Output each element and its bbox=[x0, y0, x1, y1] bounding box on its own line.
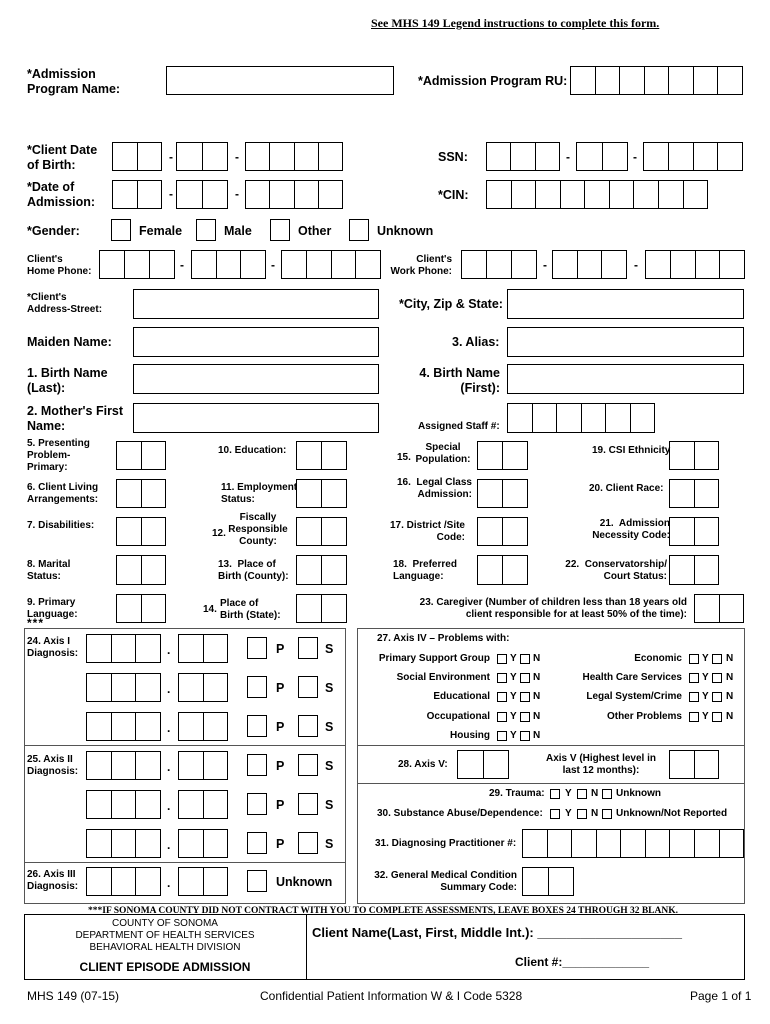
diag-practitioner-input[interactable] bbox=[522, 829, 744, 858]
n-label: N bbox=[726, 691, 734, 702]
axis1-dx3-decimal[interactable] bbox=[178, 712, 228, 741]
dob-day-input[interactable] bbox=[176, 142, 228, 171]
y-label: Y bbox=[510, 730, 517, 741]
field-19-label: 19. CSI Ethnicity bbox=[592, 445, 671, 456]
gender-male-checkbox[interactable] bbox=[196, 219, 216, 241]
home-phone-prefix-input[interactable] bbox=[191, 250, 266, 279]
axis2-dx1-s-checkbox[interactable] bbox=[298, 754, 318, 776]
admission-program-ru-input[interactable] bbox=[570, 66, 743, 95]
field-8-label: 8. Marital Status: bbox=[27, 559, 71, 582]
axis2-dx1-s-label: S bbox=[325, 759, 334, 773]
axis4-other: Other Problems bbox=[606, 711, 682, 722]
axis1-dx1-s-checkbox[interactable] bbox=[298, 637, 318, 659]
field-18-input[interactable] bbox=[477, 555, 528, 585]
axis3-unknown-label: Unknown bbox=[276, 875, 333, 889]
axis1-dx2-p-checkbox[interactable] bbox=[247, 676, 267, 698]
field-5-input[interactable] bbox=[116, 441, 166, 470]
field-15-number: 15. bbox=[397, 452, 411, 463]
gender-other-label: Other bbox=[298, 224, 332, 238]
agency-line3: BEHAVIORAL HEALTH DIVISION bbox=[89, 942, 241, 953]
axis1-dx2-code[interactable] bbox=[86, 673, 161, 702]
admission-year-input[interactable] bbox=[245, 180, 343, 209]
diag-practitioner-label: 31. Diagnosing Practitioner #: bbox=[375, 838, 517, 849]
field-13-input[interactable] bbox=[296, 555, 347, 585]
field-20-label: 20. Client Race: bbox=[589, 483, 664, 494]
maiden-name-input[interactable] bbox=[133, 327, 379, 357]
date-admission-label: *Date of Admission: bbox=[27, 180, 96, 209]
work-phone-prefix-input[interactable] bbox=[552, 250, 627, 279]
axis2-dx3-p-label: P bbox=[276, 837, 285, 851]
city-zip-state-label: *City, Zip & State: bbox=[399, 297, 503, 311]
substance-label: 30. Substance Abuse/Dependence: bbox=[377, 808, 543, 819]
gender-label: *Gender: bbox=[27, 224, 80, 238]
axis4-social-n-checkbox[interactable] bbox=[520, 673, 530, 683]
y-label: Y bbox=[510, 672, 517, 683]
dob-month-input[interactable] bbox=[112, 142, 162, 171]
field-14-number: 14. bbox=[203, 604, 217, 615]
n-label: N bbox=[533, 672, 541, 683]
axis4-legal: Legal System/Crime bbox=[586, 691, 682, 702]
y-label: Y bbox=[510, 653, 517, 664]
field-15-label: Special Population: bbox=[415, 442, 471, 465]
work-phone-area-input[interactable] bbox=[461, 250, 537, 279]
axis1-dx3-p-label: P bbox=[276, 720, 285, 734]
axis2-dx1-p-checkbox[interactable] bbox=[247, 754, 267, 776]
birth-name-last-input[interactable] bbox=[133, 364, 379, 394]
trauma-y-checkbox[interactable] bbox=[550, 789, 560, 799]
axis2-dx3-p-checkbox[interactable] bbox=[247, 832, 267, 854]
dob-year-input[interactable] bbox=[245, 142, 343, 171]
n-label: N bbox=[533, 653, 541, 664]
assigned-staff-label: Assigned Staff #: bbox=[418, 421, 500, 432]
axis2-label: 25. Axis II Diagnosis: bbox=[27, 754, 79, 777]
field-22-input[interactable] bbox=[669, 555, 719, 585]
axis4-occupational-y-checkbox[interactable] bbox=[497, 712, 507, 722]
axis2-dx1-code[interactable] bbox=[86, 751, 161, 780]
admission-month-input[interactable] bbox=[112, 180, 162, 209]
alias-label: 3. Alias: bbox=[452, 335, 500, 349]
y-label: Y bbox=[565, 788, 572, 799]
axis2-dx3-s-label: S bbox=[325, 837, 334, 851]
y-label: Y bbox=[702, 691, 709, 702]
axis1-label: 24. Axis I Diagnosis: bbox=[27, 636, 79, 659]
axis2-dx2-s-label: S bbox=[325, 798, 334, 812]
gender-male-label: Male bbox=[224, 224, 252, 238]
home-phone-area-input[interactable] bbox=[99, 250, 175, 279]
axis4-health-care: Health Care Services bbox=[582, 672, 682, 683]
gender-unknown-checkbox[interactable] bbox=[349, 219, 369, 241]
field-10-input[interactable] bbox=[296, 441, 347, 470]
field-14-input[interactable] bbox=[296, 594, 347, 623]
axis1-dx1-p-checkbox[interactable] bbox=[247, 637, 267, 659]
field-17-input[interactable] bbox=[477, 517, 528, 546]
client-name-field[interactable]: Client Name(Last, First, Middle Int.): ____________________ bbox=[312, 925, 682, 940]
axis4-primary-support: Primary Support Group bbox=[378, 653, 490, 664]
y-label: Y bbox=[565, 808, 572, 819]
axis4-educational: Educational bbox=[433, 691, 490, 702]
field-19-input[interactable] bbox=[669, 441, 719, 470]
axis1-dx2-s-label: S bbox=[325, 681, 334, 695]
axis4-title: 27. Axis IV – Problems with: bbox=[377, 633, 510, 644]
field-9-label: 9. Primary Language: bbox=[27, 597, 78, 620]
trauma-label: 29. Trauma: bbox=[489, 788, 545, 799]
axis4-legal-y-checkbox[interactable] bbox=[689, 692, 699, 702]
field-22-label: 22. Conservatorship/ Court Status: bbox=[565, 559, 667, 582]
axis4-educational-y-checkbox[interactable] bbox=[497, 692, 507, 702]
axis4-occupational: Occupational bbox=[426, 711, 490, 722]
y-label: Y bbox=[510, 711, 517, 722]
gender-unknown-label: Unknown bbox=[377, 224, 434, 238]
axis5-label: 28. Axis V: bbox=[398, 759, 448, 770]
axis2-dx2-p-checkbox[interactable] bbox=[247, 793, 267, 815]
field-23-label: 23. Caregiver (Number of children less than 18 years old client responsible for at least 50% of the time): bbox=[419, 597, 687, 620]
field-10-label: 10. Education: bbox=[218, 445, 287, 456]
admission-program-ru-label: *Admission Program RU: bbox=[418, 74, 568, 88]
gender-female-label: Female bbox=[139, 224, 183, 238]
client-number-field[interactable]: Client #:_____________ bbox=[515, 955, 650, 969]
home-phone-line-input[interactable] bbox=[281, 250, 381, 279]
field-17-label: 17. District /Site Code: bbox=[389, 520, 465, 543]
axis2-dx3-decimal[interactable] bbox=[178, 829, 228, 858]
y-label: Y bbox=[702, 672, 709, 683]
axis1-dx3-code[interactable] bbox=[86, 712, 161, 741]
field-7-input[interactable] bbox=[116, 517, 166, 546]
axis4-occupational-n-checkbox[interactable] bbox=[520, 712, 530, 722]
axis4-other-y-checkbox[interactable] bbox=[689, 712, 699, 722]
field-11-input[interactable] bbox=[296, 479, 347, 508]
mothers-first-name-input[interactable] bbox=[133, 403, 379, 433]
field-16-label: 16. Legal Class Admission: bbox=[396, 477, 472, 500]
axis2-dx2-s-checkbox[interactable] bbox=[298, 793, 318, 815]
ssn-part3-input[interactable] bbox=[643, 142, 743, 171]
trauma-unknown-label: Unknown bbox=[616, 788, 661, 799]
axis4-economic-n-checkbox[interactable] bbox=[712, 654, 722, 664]
field-21-label: 21. Admission Necessity Code: bbox=[592, 518, 670, 541]
axis2-dx3-code[interactable] bbox=[86, 829, 161, 858]
alias-input[interactable] bbox=[507, 327, 744, 357]
axis3-decimal[interactable] bbox=[178, 867, 228, 896]
axis1-dx2-decimal[interactable] bbox=[178, 673, 228, 702]
work-phone-line-input[interactable] bbox=[645, 250, 745, 279]
field-13-label: 13. Place of Birth (County): bbox=[218, 559, 289, 582]
work-phone-label: Client's Work Phone: bbox=[390, 254, 452, 277]
birth-name-first-label: 4. Birth Name (First): bbox=[419, 366, 500, 395]
field-23-input[interactable] bbox=[694, 594, 744, 623]
field-9-input[interactable] bbox=[116, 594, 166, 623]
field-16-input[interactable] bbox=[477, 479, 528, 508]
birth-name-first-input[interactable] bbox=[507, 364, 744, 394]
axis1-dx2-s-checkbox[interactable] bbox=[298, 676, 318, 698]
field-9-stars: *** bbox=[27, 616, 45, 630]
axis1-dx2-p-label: P bbox=[276, 681, 285, 695]
form-title: CLIENT EPISODE ADMISSION bbox=[79, 960, 251, 974]
trauma-n-checkbox[interactable] bbox=[577, 789, 587, 799]
gender-female-checkbox[interactable] bbox=[111, 219, 131, 241]
n-label: N bbox=[533, 730, 541, 741]
axis4-social-y-checkbox[interactable] bbox=[497, 673, 507, 683]
axis4-other-n-checkbox[interactable] bbox=[712, 712, 722, 722]
axis3-unknown-checkbox[interactable] bbox=[247, 870, 267, 892]
agency-line2: DEPARTMENT OF HEALTH SERVICES bbox=[75, 930, 255, 941]
substance-n-checkbox[interactable] bbox=[577, 809, 587, 819]
cin-input[interactable] bbox=[486, 180, 708, 209]
n-label: N bbox=[726, 711, 734, 722]
axis4-educational-n-checkbox[interactable] bbox=[520, 692, 530, 702]
trauma-unknown-checkbox[interactable] bbox=[602, 789, 612, 799]
axis4-economic-y-checkbox[interactable] bbox=[689, 654, 699, 664]
ssn-part2-input[interactable] bbox=[576, 142, 628, 171]
n-label: N bbox=[726, 672, 734, 683]
axis3-label: 26. Axis III Diagnosis: bbox=[27, 869, 79, 892]
axis5-high-input[interactable] bbox=[669, 750, 719, 779]
confidential-notice: Confidential Patient Information W & I Code 5328 bbox=[260, 989, 523, 1003]
axis2-dx2-decimal[interactable] bbox=[178, 790, 228, 819]
axis3-code[interactable] bbox=[86, 867, 161, 896]
axis5-high-label: Axis V (Highest level in last 12 months): bbox=[545, 753, 657, 776]
axis1-dx1-decimal[interactable] bbox=[178, 634, 228, 663]
y-label: Y bbox=[702, 711, 709, 722]
field-20-input[interactable] bbox=[669, 479, 719, 508]
admission-program-name-label: *Admission Program Name: bbox=[27, 67, 121, 96]
address-street-input[interactable] bbox=[133, 289, 379, 319]
axis4-health-y-checkbox[interactable] bbox=[689, 673, 699, 683]
ssn-part1-input[interactable] bbox=[486, 142, 560, 171]
n-label: N bbox=[533, 711, 541, 722]
axis2-dx3-s-checkbox[interactable] bbox=[298, 832, 318, 854]
field-6-label: 6. Client Living Arrangements: bbox=[27, 482, 99, 505]
cin-label: *CIN: bbox=[438, 188, 469, 202]
home-phone-label: Client's Home Phone: bbox=[27, 254, 92, 277]
axis1-dx3-s-label: S bbox=[325, 720, 334, 734]
axis4-housing: Housing bbox=[450, 730, 490, 741]
mothers-first-name-label: 2. Mother's First Name: bbox=[27, 404, 124, 433]
axis1-dx3-p-checkbox[interactable] bbox=[247, 715, 267, 737]
axis1-dx1-s-label: S bbox=[325, 642, 334, 656]
header-note: See MHS 149 Legend instructions to complete this form. bbox=[371, 16, 660, 30]
axis4-primary-y-checkbox[interactable] bbox=[497, 654, 507, 664]
field-6-input[interactable] bbox=[116, 479, 166, 508]
admission-day-input[interactable] bbox=[176, 180, 228, 209]
form-id: MHS 149 (07-15) bbox=[27, 989, 120, 1003]
axis1-dx1-p-label: P bbox=[276, 642, 285, 656]
axis4-social-environment: Social Environment bbox=[396, 672, 490, 683]
axis5-input[interactable] bbox=[457, 750, 509, 779]
admission-program-name-input[interactable] bbox=[166, 66, 394, 95]
field-7-label: 7. Disabilities: bbox=[27, 520, 95, 531]
axis4-health-n-checkbox[interactable] bbox=[712, 673, 722, 683]
city-zip-state-input[interactable] bbox=[507, 289, 744, 319]
gender-other-checkbox[interactable] bbox=[270, 219, 290, 241]
axis4-primary-n-checkbox[interactable] bbox=[520, 654, 530, 664]
field-18-label: 18. Preferred Language: bbox=[393, 559, 457, 582]
page-number: Page 1 of 1 bbox=[690, 989, 752, 1003]
gen-med-label: 32. General Medical Condition Summary Code: bbox=[374, 870, 517, 893]
maiden-name-label: Maiden Name: bbox=[27, 335, 112, 349]
agency-line1: COUNTY OF SONOMA bbox=[112, 918, 218, 929]
axis4-housing-y-checkbox[interactable] bbox=[497, 731, 507, 741]
field-15-input[interactable] bbox=[477, 441, 528, 470]
field-11-label: 11. Employment Status: bbox=[221, 482, 298, 505]
birth-name-last-label: 1. Birth Name (Last): bbox=[27, 366, 108, 395]
assigned-staff-input[interactable] bbox=[507, 403, 655, 433]
axis2-dx1-decimal[interactable] bbox=[178, 751, 228, 780]
axis1-dx3-s-checkbox[interactable] bbox=[298, 715, 318, 737]
address-street-label: *Client's Address-Street: bbox=[27, 292, 103, 315]
field-12-label: Fiscally Responsible County: bbox=[228, 512, 288, 547]
axis2-dx2-p-label: P bbox=[276, 798, 285, 812]
axis4-economic: Economic bbox=[634, 653, 682, 664]
axis4-legal-n-checkbox[interactable] bbox=[712, 692, 722, 702]
client-dob-label: *Client Date of Birth: bbox=[27, 143, 98, 172]
substance-unknown-checkbox[interactable] bbox=[602, 809, 612, 819]
field-5-label: 5. Presenting Problem- Primary: bbox=[27, 438, 90, 473]
n-label: N bbox=[591, 788, 599, 799]
footnote: ***IF SONOMA COUNTY DID NOT CONTRACT WITH YOU TO COMPLETE ASSESSMENTS, LEAVE BOXES 24 THROUGH 32 BLANK. bbox=[88, 906, 679, 916]
axis2-dx2-code[interactable] bbox=[86, 790, 161, 819]
field-8-input[interactable] bbox=[116, 555, 166, 585]
substance-y-checkbox[interactable] bbox=[550, 809, 560, 819]
field-21-input[interactable] bbox=[669, 517, 719, 546]
field-12-number: 12. bbox=[212, 528, 226, 539]
gen-med-input[interactable] bbox=[522, 867, 574, 896]
axis1-dx1-code[interactable] bbox=[86, 634, 161, 663]
n-label: N bbox=[533, 691, 541, 702]
field-12-input[interactable] bbox=[296, 517, 347, 546]
substance-unknown-label: Unknown/Not Reported bbox=[616, 808, 728, 819]
ssn-label: SSN: bbox=[438, 150, 468, 164]
n-label: N bbox=[591, 808, 599, 819]
n-label: N bbox=[726, 653, 734, 664]
axis2-dx1-p-label: P bbox=[276, 759, 285, 773]
axis4-housing-n-checkbox[interactable] bbox=[520, 731, 530, 741]
y-label: Y bbox=[510, 691, 517, 702]
field-14-label: Place of Birth (State): bbox=[220, 598, 281, 621]
y-label: Y bbox=[702, 653, 709, 664]
